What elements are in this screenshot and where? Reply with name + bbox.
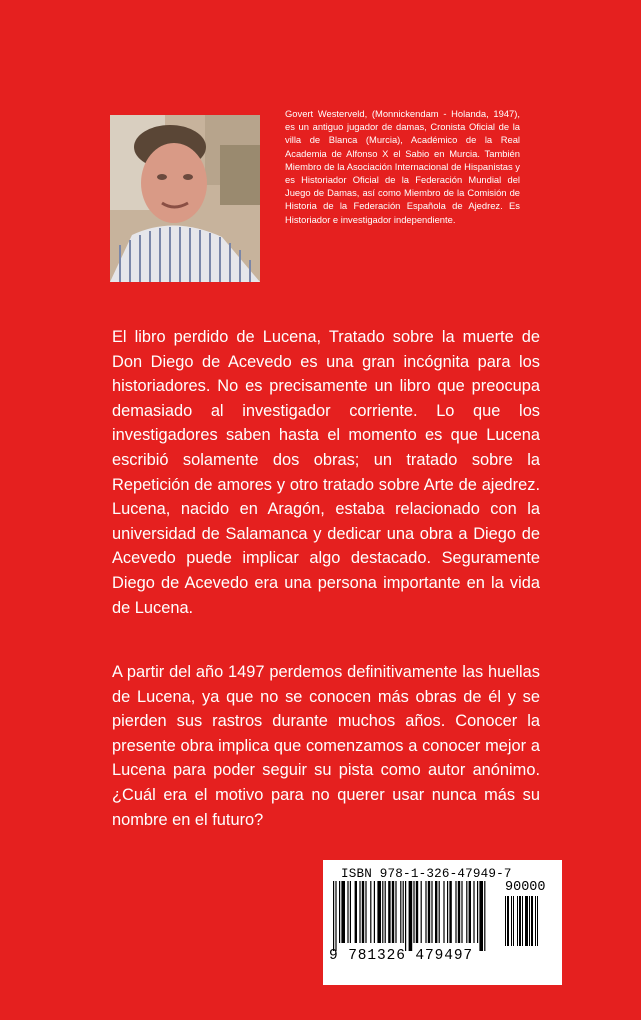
blurb-paragraph-1: El libro perdido de Lucena, Tratado sobre la muerte de Don Diego de Acevedo es una gran incógnita para los historiadores. No es precisamente un libro que preocupa demasiado al investigador corriente. Lo que los investigadores saben hasta el momento es que Lucena escribió solamente dos obras; un tratado sobre la Repetición de amores y otro tratado sobre Arte de ajedrez. Lucena, nacido en Aragón, estaba relacionado con la universidad de Salamanca y dedicar una obra a Diego de Acevedo puede implicar algo destacado. Seguramente Diego de Acevedo era una persona importante en la vida de Lucena.	[112, 328, 540, 617]
barcode-bar	[461, 881, 462, 943]
barcode-bar	[350, 881, 351, 943]
barcode-bar	[425, 881, 426, 943]
barcode-bar	[405, 881, 406, 951]
barcode-bar	[469, 881, 471, 943]
barcode-bar	[400, 881, 401, 943]
barcode-bar	[455, 881, 456, 943]
barcode-bar	[370, 881, 371, 943]
barcode-bar	[447, 881, 448, 943]
barcode-bar	[511, 896, 512, 946]
barcode-bar	[413, 881, 414, 943]
barcode-bars	[333, 881, 498, 951]
barcode-bar	[529, 896, 530, 946]
barcode-bar	[392, 881, 394, 943]
barcode-bar	[428, 881, 430, 943]
barcode-bar	[359, 881, 360, 943]
barcode-bar	[339, 881, 340, 943]
barcode-bar	[522, 896, 523, 946]
barcode-bar	[484, 881, 485, 951]
barcode-bar	[388, 881, 390, 943]
barcode-bar	[403, 881, 404, 943]
barcode-bar	[537, 896, 538, 946]
barcode-bar	[355, 881, 357, 943]
barcode-bar	[409, 881, 413, 951]
barcode-bar	[443, 881, 444, 943]
barcode-bar	[517, 896, 518, 946]
barcode-bar	[395, 881, 396, 943]
barcode-bar	[466, 881, 467, 943]
barcode-bar	[458, 881, 460, 943]
barcode-bar	[525, 896, 528, 946]
barcode-bar	[335, 881, 336, 951]
barcode-bar	[473, 881, 474, 943]
ean-digits: 9 781326 479497	[329, 948, 474, 964]
barcode-bar	[416, 881, 418, 943]
barcode-bar	[479, 881, 483, 951]
barcode-bar	[385, 881, 386, 943]
barcode-bar	[513, 896, 514, 946]
barcode-bar	[333, 881, 334, 951]
author-portrait-image	[110, 115, 260, 282]
author-bio: Govert Westerveld, (Monnickendam - Holanda, 1947), es un antiguo jugador de damas, Cronista Oficial de la villa de Blanca (Murcia), Académico de la Real Academia de Alfonso X el Sabio en Murcia. También Miembro de la Asociación Internacional de Hispanistas y es Historiador Oficial de la Federación Mundial del Juego de Damas, así como Miembro de la Comisión de Historia de la Federación Española de Ajedrez. Es Historiador e investigador independiente.	[285, 108, 520, 225]
barcode-bar	[535, 896, 536, 946]
barcode-bar	[477, 881, 478, 943]
addon-barcode-bars	[505, 896, 555, 966]
author-photo	[110, 115, 260, 282]
barcode-bar	[374, 881, 375, 943]
barcode-bar	[421, 881, 422, 943]
barcode-bar	[435, 881, 437, 943]
barcode-bar	[449, 881, 451, 943]
barcode-bar	[439, 881, 440, 943]
blurb-paragraph-2: A partir del año 1497 perdemos definitivamente las huellas de Lucena, ya que no se conocen más obras de él y se pierden sus rastros durante muchos años. Conocer la presente obra implica que comenzamos a conocer mejor a Lucena para poder seguir su pista como autor anónimo. ¿Cuál era el motivo para no querer usar nunca más su nombre en el futuro?	[112, 663, 540, 829]
barcode-bar	[365, 881, 366, 943]
barcode-bar	[341, 881, 345, 943]
barcode-bar	[519, 896, 521, 946]
barcode-bar	[505, 896, 506, 946]
barcode-bar	[362, 881, 364, 943]
barcode-bar	[347, 881, 348, 943]
barcode-bar	[531, 896, 533, 946]
barcode-bar	[377, 881, 381, 943]
barcode-bar	[431, 881, 432, 943]
price-code: 90000	[505, 880, 546, 895]
isbn-label: ISBN 978-1-326-47949-7	[341, 867, 512, 881]
barcode-bar	[382, 881, 383, 943]
isbn-barcode	[323, 860, 562, 985]
barcode-bar	[507, 896, 509, 946]
